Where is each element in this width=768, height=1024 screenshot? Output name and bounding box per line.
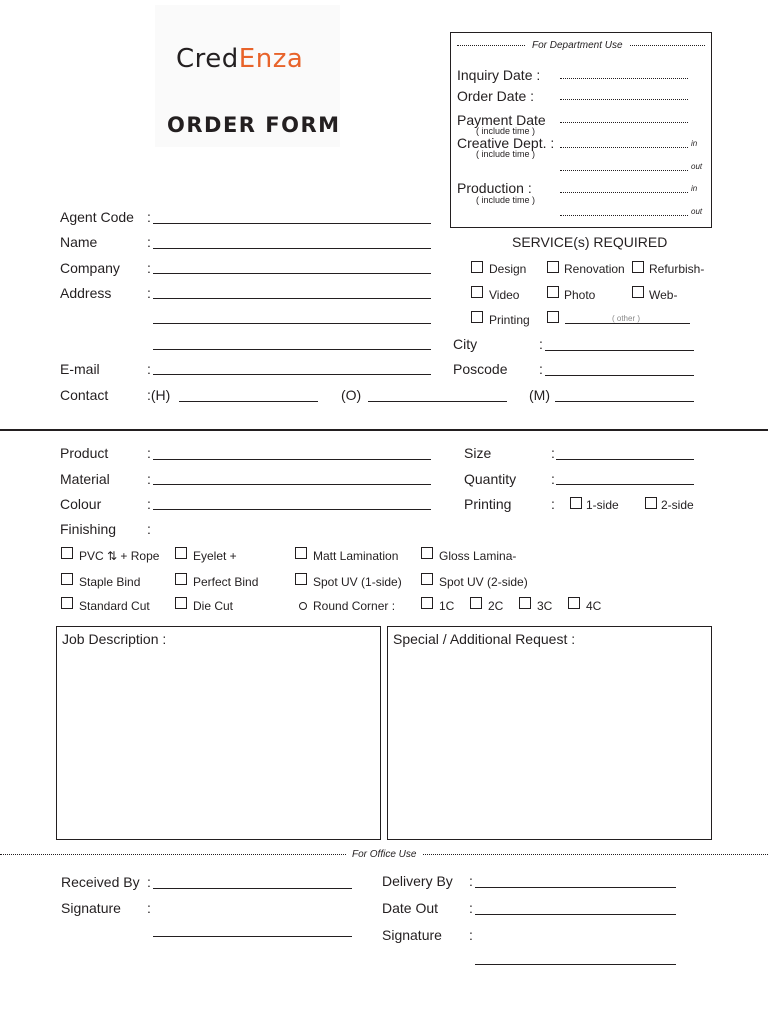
received-by-field[interactable] [153,888,352,889]
colour-colon: : [147,496,151,512]
other-service-hint: ( other ) [612,314,641,323]
renovation-label: Renovation [564,262,625,276]
city-colon: : [539,336,543,352]
contact-mobile-field[interactable] [555,401,694,402]
email-colon: : [147,361,151,377]
special-request-label: Special / Additional Request : [393,631,576,647]
printing-colon: : [551,496,555,512]
production-note: ( include time ) [476,195,536,205]
quantity-colon: : [551,471,555,487]
size-label: Size [464,445,492,461]
special-request-box[interactable] [387,626,712,840]
name-field[interactable] [153,248,431,249]
corner-1c-label: 1C [439,599,455,613]
material-label: Material [60,471,110,487]
poscode-colon: : [539,361,543,377]
date-out-label: Date Out [382,900,439,916]
poscode-label: Poscode [453,361,508,377]
agent-code-colon: : [147,209,151,225]
corner-1c-checkbox[interactable] [421,597,433,609]
poscode-field[interactable] [545,375,694,376]
inquiry-date-label: Inquiry Date : [457,67,541,83]
corner-4c-checkbox[interactable] [568,597,580,609]
delivery-by-label: Delivery By [382,873,453,889]
refurbish-checkbox[interactable] [632,261,644,273]
creative-in-label: in [691,139,698,148]
matt-lamination-label: Matt Lamination [313,549,399,563]
company-colon: : [147,260,151,276]
quantity-label: Quantity [464,471,517,487]
address-colon: : [147,285,151,301]
corner-3c-label: 3C [537,599,553,613]
printing-service-checkbox[interactable] [471,311,483,323]
corner-4c-label: 4C [586,599,602,613]
creative-in-field[interactable] [560,147,688,148]
production-in-label: in [691,184,698,193]
product-label: Product [60,445,109,461]
signature-colon: : [147,900,151,916]
product-field[interactable] [153,459,431,460]
dept-header: For Department Use [526,40,629,52]
contact-home-label: :(H) [147,387,171,403]
finishing-colon: : [147,521,151,537]
eyelet-checkbox[interactable] [175,547,187,559]
one-side-checkbox[interactable] [570,497,582,509]
quantity-field[interactable] [556,484,694,485]
signature-2-field[interactable] [475,964,676,965]
address-field-2[interactable] [153,323,431,324]
material-colon: : [147,471,151,487]
eyelet-label: Eyelet + [193,549,237,563]
spot-uv-1-label: Spot UV (1-side) [313,575,402,589]
form-title: ORDER FORM [167,113,341,137]
date-out-field[interactable] [475,914,676,915]
logo-part-2: Enza [238,44,304,74]
web-checkbox[interactable] [632,286,644,298]
gloss-lamination-checkbox[interactable] [421,547,433,559]
renovation-checkbox[interactable] [547,261,559,273]
date-out-colon: : [469,900,473,916]
corner-2c-checkbox[interactable] [470,597,482,609]
contact-home-field[interactable] [179,401,318,402]
name-label: Name [60,234,98,250]
size-field[interactable] [556,459,694,460]
round-corner-label: Round Corner : [313,599,396,613]
company-field[interactable] [153,273,431,274]
received-by-label: Received By [61,874,140,890]
delivery-by-field[interactable] [475,887,676,888]
corner-2c-label: 2C [488,599,504,613]
colour-field[interactable] [153,509,431,510]
die-cut-label: Die Cut [193,599,234,613]
contact-office-field[interactable] [368,401,507,402]
staple-bind-label: Staple Bind [79,575,141,589]
production-out-label: out [691,207,703,216]
name-colon: : [147,234,151,250]
contact-mobile-label: (M) [529,387,550,403]
job-description-box[interactable] [56,626,381,840]
contact-label: Contact [60,387,109,403]
company-label: Company [60,260,120,276]
perfect-bind-label: Perfect Bind [193,575,259,589]
one-side-label: 1-side [586,498,619,512]
address-field-3[interactable] [153,349,431,350]
pvc-label: PVC [79,549,104,563]
city-field[interactable] [545,350,694,351]
die-cut-checkbox[interactable] [175,597,187,609]
creative-out-label: out [691,162,703,171]
order-date-label: Order Date : [457,88,535,104]
creative-dept-label: Creative Dept. : [457,135,555,151]
design-label: Design [489,262,527,276]
office-header: For Office Use [346,849,422,861]
standard-cut-label: Standard Cut [79,599,150,613]
signature-label: Signature [61,900,121,916]
agent-code-field[interactable] [153,223,431,224]
matt-lamination-checkbox[interactable] [295,547,307,559]
perfect-bind-checkbox[interactable] [175,573,187,585]
product-colon: : [147,445,151,461]
video-label: Video [489,288,520,302]
email-field[interactable] [153,374,431,375]
two-side-checkbox[interactable] [645,497,657,509]
photo-label: Photo [564,288,596,302]
received-by-colon: : [147,874,151,890]
production-label: Production : [457,180,532,196]
design-checkbox[interactable] [471,261,483,273]
finishing-label: Finishing [60,521,117,537]
city-label: City [453,336,478,352]
refurbish-label: Refurbish- [649,262,705,276]
company-logo [176,44,303,74]
creative-dept-note: ( include time ) [476,149,536,159]
agent-code-label: Agent Code [60,209,134,225]
address-label: Address [60,285,112,301]
video-checkbox[interactable] [471,286,483,298]
payment-date-note: ( include time ) [476,126,536,136]
address-field-1[interactable] [153,298,431,299]
production-out-field[interactable] [560,215,688,216]
pvc-checkbox[interactable] [61,547,73,559]
spot-uv-1-checkbox[interactable] [295,573,307,585]
web-label: Web- [649,288,678,302]
photo-checkbox[interactable] [547,286,559,298]
signature-2-colon: : [469,927,473,943]
payment-date-field[interactable] [560,122,688,123]
gloss-lamination-label: Gloss Lamina- [439,549,517,563]
rope-label: ⇅ + Rope [107,549,160,563]
production-in-field[interactable] [560,192,688,193]
job-description-label: Job Description : [62,631,167,647]
logo-part-1: Cred [176,44,239,74]
inquiry-date-field[interactable] [560,78,688,79]
spot-uv-2-checkbox[interactable] [421,573,433,585]
services-header: SERVICE(s) REQUIRED [512,234,668,250]
printing-service-label: Printing [489,313,530,327]
printing-label: Printing [464,496,512,512]
staple-bind-checkbox[interactable] [61,573,73,585]
creative-out-field[interactable] [560,170,688,171]
spot-uv-2-label: Spot UV (2-side) [439,575,528,589]
contact-office-label: (O) [341,387,362,403]
signature-2-label: Signature [382,927,442,943]
corner-3c-checkbox[interactable] [519,597,531,609]
round-corner-bullet-icon [299,602,307,610]
size-colon: : [551,445,555,461]
two-side-label: 2-side [661,498,694,512]
standard-cut-checkbox[interactable] [61,597,73,609]
other-service-checkbox[interactable] [547,311,559,323]
payment-date-label: Payment Date [457,112,546,128]
colour-label: Colour [60,496,102,512]
material-field[interactable] [153,484,431,485]
order-date-field[interactable] [560,99,688,100]
section-divider [0,429,768,431]
signature-field[interactable] [153,936,352,937]
delivery-by-colon: : [469,873,473,889]
email-label: E-mail [60,361,100,377]
